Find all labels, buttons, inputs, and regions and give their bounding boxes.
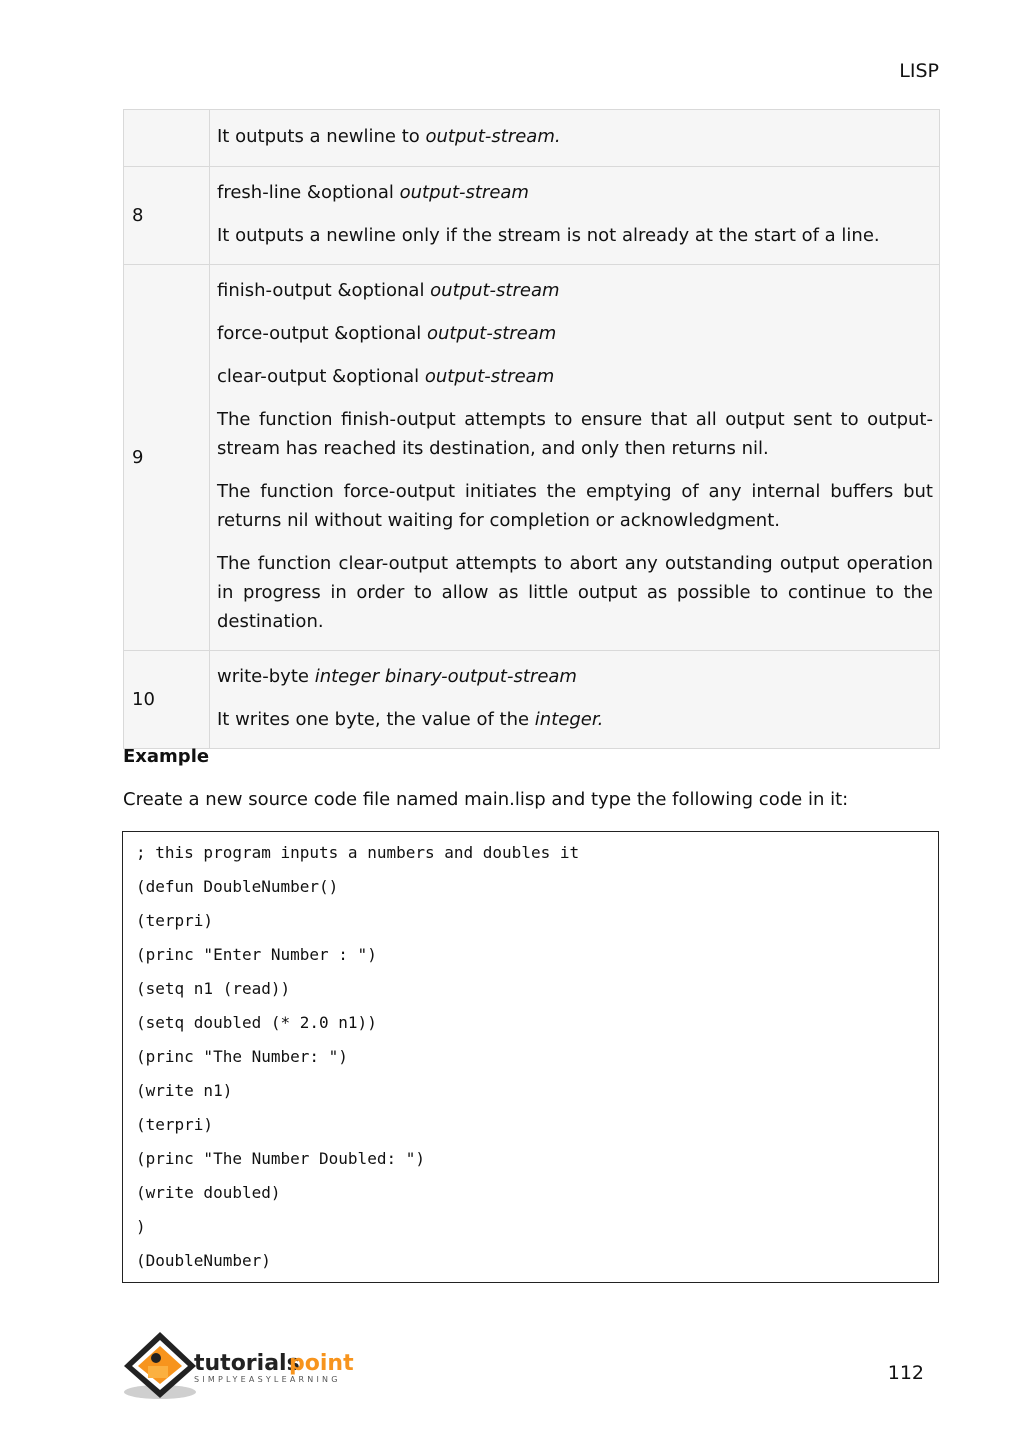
code-line: (write doubled) [136, 1183, 281, 1202]
row-number: 9 [124, 265, 210, 651]
row-number: 10 [124, 651, 210, 749]
row-description [210, 167, 940, 265]
desc-italic: output-stream [426, 323, 557, 344]
page-header-title: LISP [899, 60, 939, 82]
desc-text: finish-output &optional [217, 280, 431, 301]
desc-text: The function clear-output attempts to abort any outstanding output operation in progress in order to allow as little output as possible to continue to the destination. [217, 553, 933, 632]
desc-text: fresh-line &optional [217, 182, 400, 203]
desc-text: It outputs a newline to [217, 126, 426, 147]
desc-italic: integer binary-output-stream [314, 666, 577, 687]
example-intro: Create a new source code file named main.lisp and type the following code in it: [123, 789, 849, 810]
code-line: (setq n1 (read)) [136, 979, 291, 998]
desc-text: clear-output &optional [217, 366, 425, 387]
desc-text: force-output &optional [217, 323, 427, 344]
code-line: (princ "The Number Doubled: ") [136, 1149, 425, 1168]
desc-text: It writes one byte, the value of the [217, 709, 535, 730]
table-row [124, 110, 940, 167]
code-line: (setq doubled (* 2.0 n1)) [136, 1013, 377, 1032]
code-line: (terpri) [136, 1115, 214, 1134]
row-description [210, 265, 940, 651]
desc-italic: output-stream [399, 182, 529, 203]
svg-text:tutorials: tutorials [194, 1351, 300, 1376]
code-block [122, 831, 939, 1283]
desc-italic: integer. [534, 709, 604, 730]
tutorialspoint-logo [122, 1330, 367, 1402]
table-row [124, 265, 940, 651]
row-number: 8 [124, 167, 210, 265]
logo-diamond-icon [122, 1330, 367, 1402]
svg-text:SIMPLYEASYLEARNING: SIMPLYEASYLEARNING [194, 1375, 341, 1384]
code-line: (write n1) [136, 1081, 233, 1100]
table-row [124, 167, 940, 265]
desc-text: It outputs a newline only if the stream is not already at the start of a line. [217, 225, 880, 246]
desc-text: The function force-output initiates the emptying of any internal buffers but returns nil without waiting for completion or acknowledgment. [217, 481, 933, 531]
svg-text:point: point [289, 1351, 354, 1376]
row-description [210, 110, 940, 167]
code-line: (princ "Enter Number : ") [136, 945, 377, 964]
example-heading: Example [123, 746, 210, 767]
row-description [210, 651, 940, 749]
table-row [124, 651, 940, 749]
code-line: ; this program inputs a numbers and doubles it [136, 843, 580, 862]
desc-text: The function finish-output attempts to ensure that all output sent to output-stream has reached its destination, and only then returns nil. [217, 409, 933, 459]
desc-italic: output-stream. [425, 126, 561, 147]
row-number [124, 110, 210, 167]
desc-italic: output-stream [430, 280, 560, 301]
code-line: (defun DoubleNumber() [136, 877, 339, 896]
code-line: (terpri) [136, 911, 214, 930]
code-line: (princ "The Number: ") [136, 1047, 348, 1066]
page-number: 112 [887, 1362, 924, 1384]
desc-italic: output-stream [424, 366, 555, 387]
code-line: ) [136, 1217, 146, 1236]
function-reference-table [123, 109, 940, 749]
desc-text: write-byte [217, 666, 315, 687]
code-line: (DoubleNumber) [136, 1251, 271, 1270]
